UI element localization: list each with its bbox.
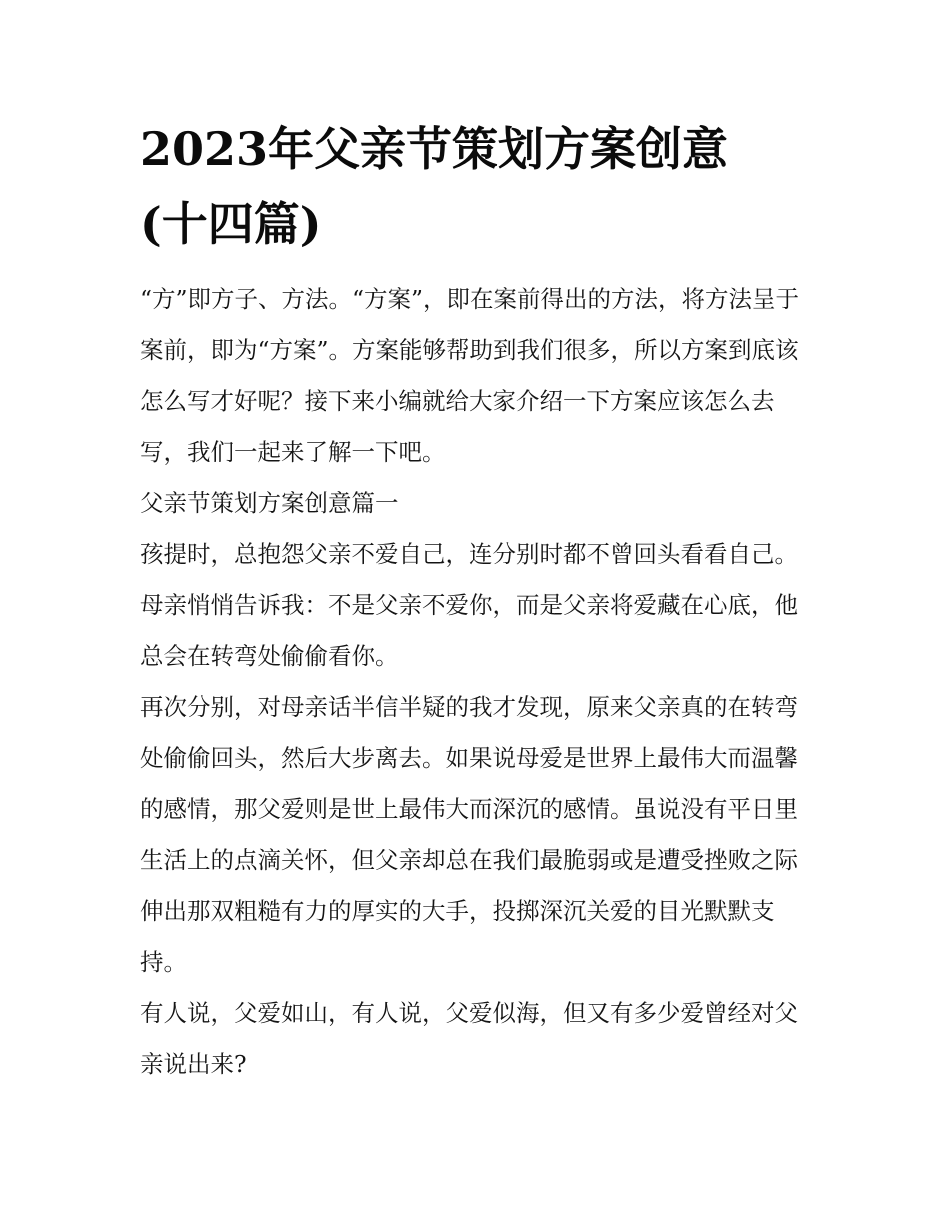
title-line-2: (十四篇) — [140, 197, 322, 251]
title-line-1: 2023年父亲节策划方案创意 — [140, 122, 729, 176]
document-body — [140, 274, 812, 1090]
document-title — [140, 112, 812, 262]
body-paragraph: 再次分别，对母亲话半信半疑的我才发现，原来父亲真的在转弯处偷偷回头，然后大步离去。如果说母爱是世界上最伟大而温馨的感情，那父爱则是世上最伟大而深沉的感情。虽说没有平日里生活上的点滴关怀，但父亲却总在我们最脆弱或是遭受挫败之际伸出那双粗糙有力的厚实的大手，投掷深沉关爱的目光默默支持。 — [140, 693, 798, 976]
intro-paragraph: “方”即方子、方法。“方案”，即在案前得出的方法，将方法呈于案前，即为“方案”。方案能够帮助到我们很多，所以方案到底该怎么写才好呢？接下来小编就给大家介绍一下方案应该怎么去写，我们一起来了解一下吧。 — [140, 285, 800, 466]
body-paragraph: 孩提时，总抱怨父亲不爱自己，连分别时都不曾回头看看自己。母亲悄悄告诉我：不是父亲不爱你，而是父亲将爱藏在心底，他总会在转弯处偷偷看你。 — [140, 540, 798, 670]
section-heading: 父亲节策划方案创意篇一 — [140, 489, 399, 517]
body-paragraph: 有人说，父爱如山，有人说，父爱似海，但又有多少爱曾经对父亲说出来? — [140, 999, 798, 1078]
document-content — [140, 112, 812, 1090]
